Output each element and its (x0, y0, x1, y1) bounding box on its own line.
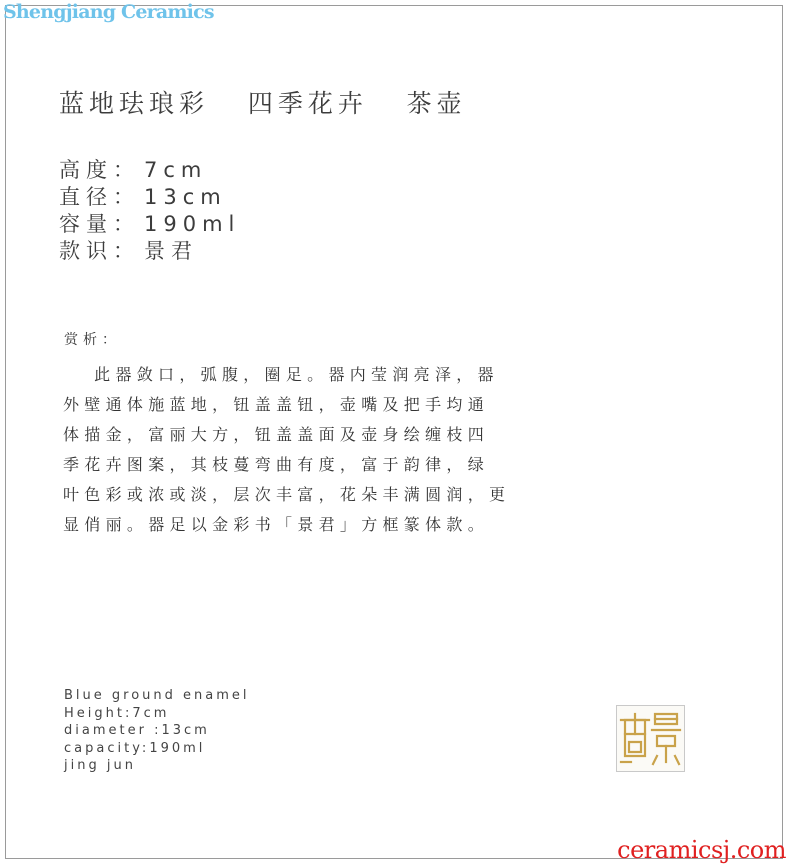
appreciation-line: 季花卉图案，其枝蔓弯曲有度，富于韵律，绿 (63, 455, 490, 474)
english-line: diameter :13cm (64, 723, 210, 738)
english-line: Height:7cm (64, 705, 170, 721)
watermark-top: Shengjiang Ceramics (3, 1, 214, 23)
spec-mark (59, 238, 240, 265)
spec-capacity (59, 211, 240, 238)
seal-svg (617, 706, 684, 771)
english-specs (64, 687, 250, 775)
spec-value: 景君 (144, 239, 198, 263)
seal-mark-icon (616, 705, 685, 772)
spec-height (59, 157, 240, 184)
appreciation-line: 外壁通体施蓝地，钮盖盖钮，壶嘴及把手均通 (63, 395, 490, 414)
appreciation-body (63, 360, 569, 540)
seal-strokes (621, 714, 680, 764)
spec-value: 13cm (144, 185, 227, 209)
appreciation-line: 叶色彩或浓或淡，层次丰富，花朵丰满圆润，更 (63, 485, 511, 504)
spec-value: 190ml (144, 212, 241, 236)
spec-label: 高度： (59, 158, 140, 182)
english-line: jing jun (64, 758, 136, 773)
product-title: 蓝地珐琅彩 四季花卉 茶壶 (59, 89, 467, 118)
spec-label: 直径： (59, 185, 140, 209)
appreciation-line: 显俏丽。器足以金彩书「景君」方框篆体款。 (63, 515, 490, 534)
spec-label: 款识： (59, 239, 140, 263)
appreciation-line: 此器敛口，弧腹，圈足。器内莹润亮泽，器 (63, 365, 499, 384)
appreciation-line: 体描金，富丽大方，钮盖盖面及壶身绘缠枝四 (63, 425, 490, 444)
spec-diameter (59, 184, 240, 211)
spec-value: 7cm (144, 158, 208, 182)
english-line: capacity:190ml (64, 740, 206, 756)
english-line: Blue ground enamel (64, 688, 250, 703)
spec-list (59, 157, 240, 265)
spec-label: 容量： (59, 212, 140, 236)
watermark-bottom: ceramicsj.com (617, 836, 786, 864)
appreciation-heading: 赏析： (64, 332, 121, 348)
